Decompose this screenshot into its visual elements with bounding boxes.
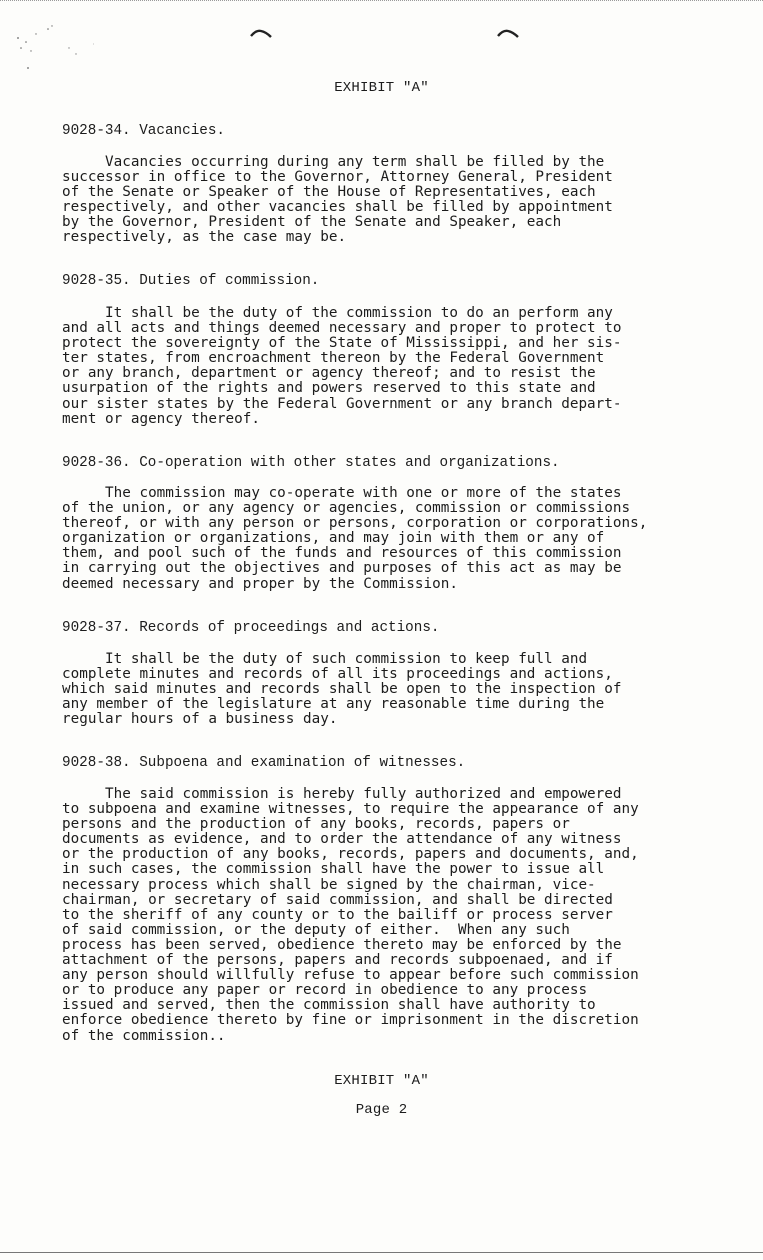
text-line: of the union, or any agency or agencies, commission or commissions — [62, 500, 631, 517]
text-line: of the commission.. — [62, 1027, 226, 1044]
text-line: documents as evidence, and to order the attendance of any witness — [62, 831, 622, 848]
bottom-edge-line — [0, 1252, 763, 1253]
section-title-9028-38: 9028-38. Subpoena and examination of witnesses. — [62, 755, 466, 771]
text-line: persons and the production of any books, records, papers or — [62, 816, 570, 833]
text-line: to subpoena and examine witnesses, to require the appearance of any — [62, 801, 639, 818]
text-line: chairman, or secretary of said commission, and shall be directed — [62, 891, 613, 908]
text-line: them, and pool such of the funds and resources of this commission — [62, 545, 622, 562]
section-body-9028-35 — [62, 306, 682, 427]
text-line: thereof, or with any person or persons, corporation or corporations, — [62, 515, 648, 532]
text-line: which said minutes and records shall be open to the inspection of — [62, 681, 622, 698]
text-line: The commission may co-operate with one or more of the states — [62, 485, 622, 501]
text-line: or to produce any paper or record in obedience to any process — [62, 982, 588, 999]
text-line: of the Senate or Speaker of the House of Representatives, each — [62, 184, 596, 201]
page-number: Page 2 — [355, 1102, 408, 1118]
text-line: any person should willfully refuse to appear before such commission — [62, 967, 639, 984]
footer-exhibit-label: EXHIBIT "A" — [334, 1073, 429, 1089]
section-title-9028-35: 9028-35. Duties of commission. — [62, 273, 320, 289]
text-line: to the sheriff of any county or to the bailiff or process server — [62, 906, 613, 923]
text-line: deemed necessary and proper by the Commission. — [62, 575, 458, 592]
text-line: ter states, from encroachment thereon by the Federal Government — [62, 350, 605, 367]
text-line: necessary process which shall be signed by the chairman, vice- — [62, 876, 596, 893]
punch-hole-mark-left — [250, 28, 272, 38]
section-title-9028-36: 9028-36. Co-operation with other states and organizations. — [62, 455, 560, 471]
section-body-9028-37 — [62, 652, 682, 727]
section-body-9028-38 — [62, 787, 682, 1044]
text-line: regular hours of a business day. — [62, 711, 338, 728]
text-line: ment or agency thereof. — [62, 410, 260, 427]
section-body-9028-34 — [62, 155, 682, 246]
text-line: enforce obedience thereto by fine or imprisonment in the discretion — [62, 1012, 639, 1029]
text-line: or the production of any books, records, papers and documents, and, — [62, 846, 639, 863]
text-line: It shall be the duty of such commission to keep full and — [62, 651, 588, 667]
text-line: any member of the legislature at any reasonable time during the — [62, 696, 605, 713]
text-line: It shall be the duty of the commission to do an perform any — [62, 305, 613, 321]
text-line: in carrying out the objectives and purposes of this act as may be — [62, 560, 622, 577]
scan-speckles — [14, 20, 94, 80]
text-line: respectively, and other vacancies shall be filled by appointment — [62, 199, 613, 216]
text-line: usurpation of the rights and powers reserved to this state and — [62, 380, 596, 397]
text-line: Vacancies occurring during any term shall be filled by the — [62, 154, 605, 170]
text-line: in such cases, the commission shall have the power to issue all — [62, 861, 605, 878]
text-line: respectively, as the case may be. — [62, 229, 347, 246]
text-line: issued and served, then the commission shall have authority to — [62, 997, 596, 1014]
text-line: and all acts and things deemed necessary and proper to protect to — [62, 320, 622, 337]
text-line: or any branch, department or agency thereof; and to resist the — [62, 365, 596, 382]
text-line: The said commission is hereby fully authorized and empowered — [62, 786, 622, 802]
text-line: process has been served, obedience thereto may be enforced by the — [62, 936, 622, 953]
text-line: our sister states by the Federal Government or any branch depart- — [62, 395, 622, 412]
section-title-9028-37: 9028-37. Records of proceedings and actions. — [62, 620, 440, 636]
text-line: complete minutes and records of all its proceedings and actions, — [62, 666, 613, 683]
section-body-9028-36 — [62, 486, 682, 592]
text-line: protect the sovereignty of the State of Mississippi, and her sis- — [62, 335, 622, 352]
text-line: of said commission, or the deputy of either. When any such — [62, 921, 570, 938]
text-line: by the Governor, President of the Senate and Speaker, each — [62, 214, 562, 231]
text-line: successor in office to the Governor, Attorney General, President — [62, 169, 613, 186]
page-title: EXHIBIT "A" — [334, 80, 429, 96]
punch-hole-mark-right — [497, 28, 519, 38]
text-line: attachment of the persons, papers and records subpoenaed, and if — [62, 952, 613, 969]
text-line: organization or organizations, and may join with them or any of — [62, 530, 605, 547]
section-title-9028-34: 9028-34. Vacancies. — [62, 123, 226, 139]
top-edge-dotted-line — [0, 0, 763, 1]
